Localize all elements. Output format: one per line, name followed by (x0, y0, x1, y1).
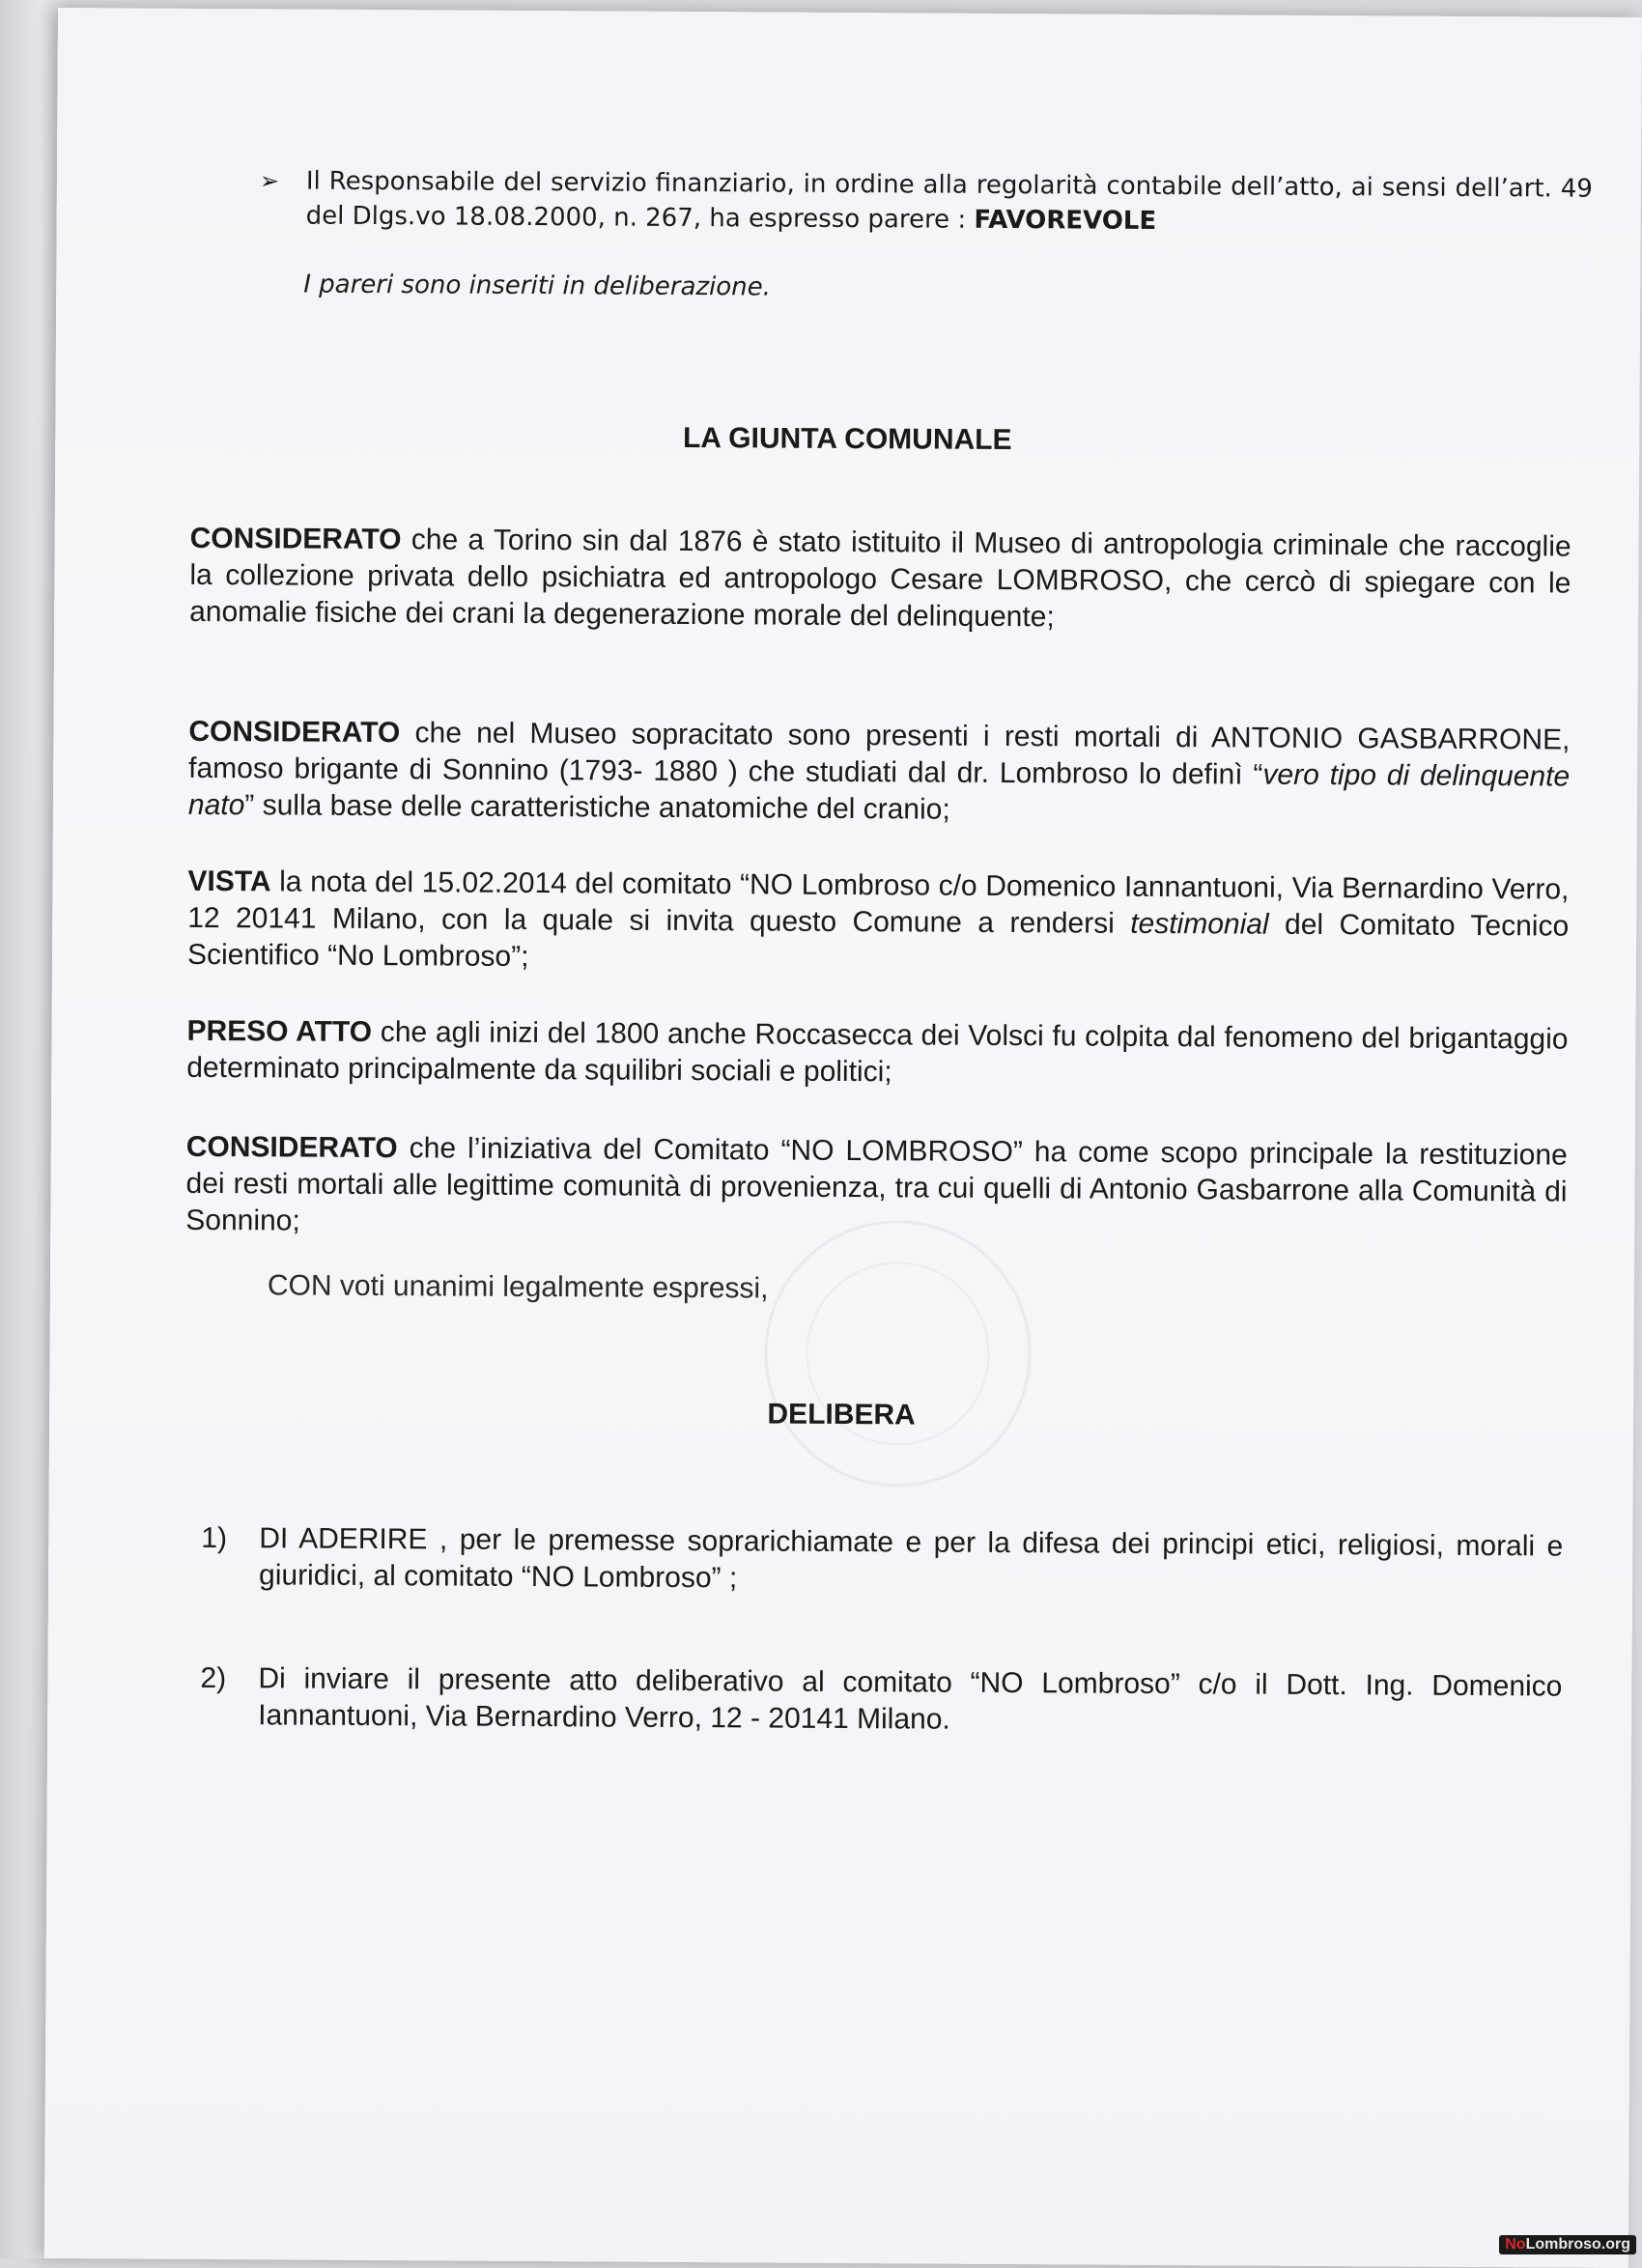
dispositivo-item-1 (201, 1520, 1563, 1602)
item-number: 1) (201, 1521, 228, 1555)
document-body (44, 8, 1642, 2268)
giunta-heading: LA GIUNTA COMUNALE (682, 421, 1012, 457)
premessa-1: CONSIDERATO che a Torino sin dal 1876 è stato istituito il Museo di antropologia criminale che raccoglie la collezione privata dello psichiatra ed antropologo Cesare LOMBROSO, che cercò di spiegare con le anomalie fisiche dei crani la degenerazione morale del delinquente; (189, 522, 1571, 634)
dispositivo-item-2 (200, 1660, 1562, 1743)
premessa-3: VISTA la nota del 15.02.2014 del comitato “NO Lombroso c/o Domenico Iannantuoni, Via Bernardino Verro, 12 20141 Milano, con la quale si invita questo Comune a rendersi testimonial del Comitato Tecnico Scientifico “No Lombroso”; (186, 865, 1570, 973)
parere-finanziario (260, 163, 1593, 241)
premessa-lead: CONSIDERATO (188, 715, 401, 750)
delibera-heading: DELIBERA (767, 1398, 916, 1432)
item-text: DI ADERIRE , per le premesse soprarichiamate e per la difesa dei principi etici, religiosi, morali e giuridici, al comitato “NO Lombroso” ; (258, 1522, 1564, 1595)
item-text: Di inviare il presente atto deliberativo al comitato “NO Lombroso” c/o il Dott. Ing. Domenico Iannantuoni, Via Bernardino Verro, 12 - 20141 Milano. (258, 1662, 1563, 1736)
pareri-note: I pareri sono inseriti in deliberazione. (303, 269, 772, 302)
premessa-lead: CONSIDERATO (189, 522, 402, 556)
premessa-2: CONSIDERATO che nel Museo sopracitato sono presenti i resti mortali di ANTONIO GASBARRONE, famoso brigante di Sonnino (1793- 1880 ) che studiati dal dr. Lombroso lo definì “vero tipo di delinquente nato” sulla base delle caratteristiche anatomiche del cranio; (187, 715, 1571, 826)
premessa-lead: CONSIDERATO (185, 1130, 398, 1165)
parere-text: Il Responsabile del servizio finanziario, in ordine alla regolarità contabile dell’atto, ai sensi dell’art. 49 del Dlgs.vo 18.08.2000, n. 267, ha espresso parere : FAVOREVOLE (305, 166, 1593, 236)
premessa-4: PRESO ATTO che agli inizi del 1800 anche Roccasecca dei Volsci fu colpita dal fenomeno del brigantaggio determinato principalmente da squilibri sociali e politici; (186, 1014, 1569, 1089)
voti-line: CON voti unanimi legalmente espressi, (267, 1269, 769, 1305)
site-watermark: NoLombroso.org (1499, 2235, 1636, 2254)
document-sheet (44, 8, 1642, 2268)
premessa-lead: PRESO ATTO (186, 1014, 373, 1049)
premessa-5: CONSIDERATO che l’iniziativa del Comitato “NO LOMBROSO” ha come scopo principale la restituzione dei resti mortali alle legittime comunità di provenienza, tra cui quelli di Antonio Gasbarrone alla Comunità di Sonnino; (185, 1130, 1568, 1237)
item-number: 2) (200, 1661, 227, 1695)
arrow-bullet-icon: ➢ (259, 167, 280, 195)
parere-esito: FAVOREVOLE (974, 205, 1157, 236)
premessa-lead: VISTA (187, 865, 271, 898)
